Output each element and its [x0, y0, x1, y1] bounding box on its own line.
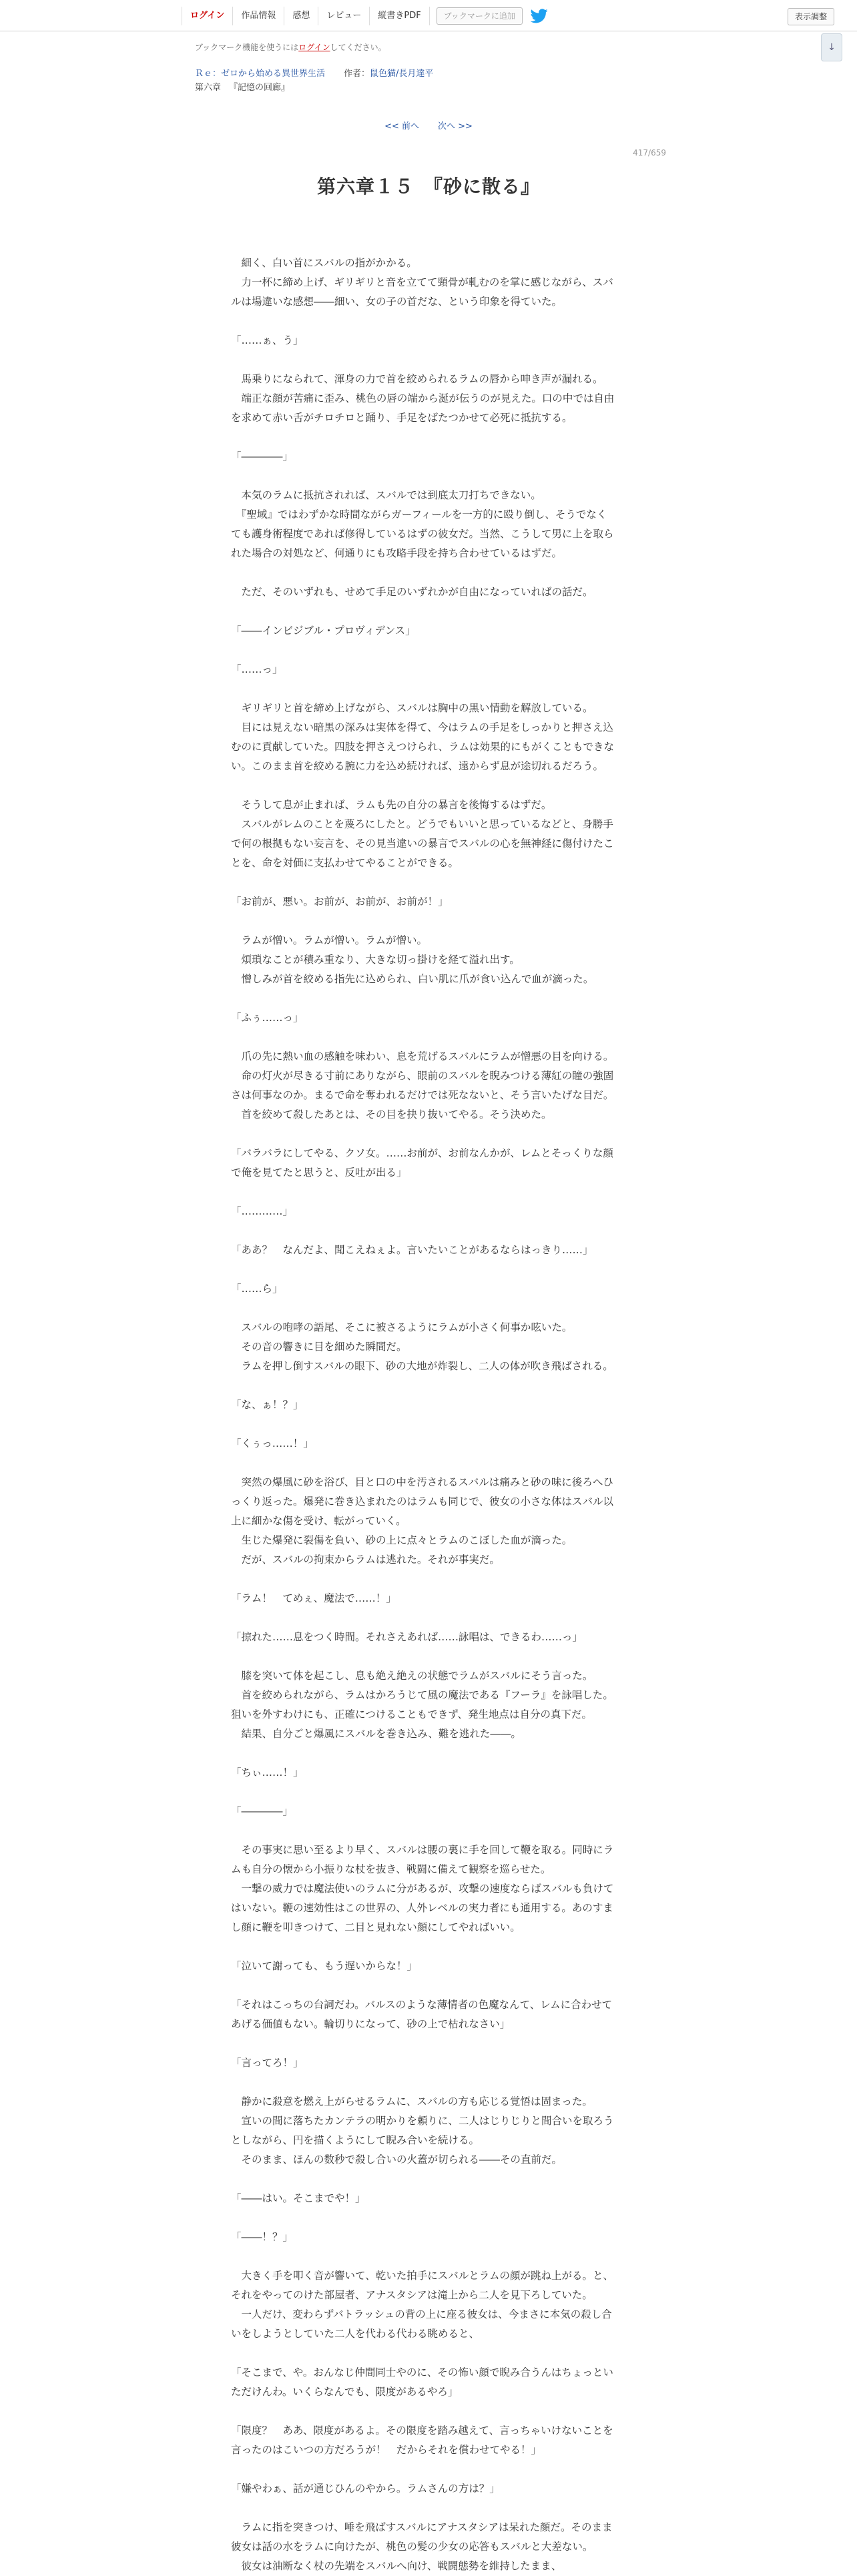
body-line: 馬乗りになられて、渾身の力で首を絞められるラムの唇から呻き声が漏れる。	[231, 373, 603, 385]
blank-line	[231, 776, 631, 795]
body-line: その事実に思い至るより早く、スバルは腰の裏に手を回して鞭を取る。同時にラ	[231, 1844, 614, 1856]
blank-line	[231, 912, 631, 931]
body-line: ラムが憎い。ラムが憎い。ラムが憎い。	[231, 934, 428, 946]
chapter-heading	[195, 80, 290, 93]
body-line: それをやってのけた部屋者、アナスタシアは滝上から二人を見下ろしていた。	[231, 2289, 593, 2301]
body-line: ても護身術程度であれば修得しているはずの彼女だ。当然、こうして男に上を取ら	[231, 528, 614, 540]
body-line: 上に細かな傷を受け、転がっていく。	[231, 1515, 406, 1527]
body-line: 力一杯に締め上げ、ギリギリと音を立てて頸骨が軋むのを掌に感じながら、スバ	[231, 276, 613, 288]
body-line: 「――インビジブル・プロヴィデンス」	[231, 625, 416, 637]
body-line: 「バラバラにしてやる、クソ女。……お前が、お前なんかが、レムとそっくりな顔	[231, 1147, 613, 1159]
blank-line	[231, 1821, 631, 1841]
body-line: 宣いの間に落ちたカンテラの明かりを頼りに、二人はじりじりと間合いを取ろう	[231, 2115, 614, 2127]
body-line: はいない。鞭の速効性はこの世界の、人外レベルの実力者にも通用する。あのすま	[231, 1902, 613, 1914]
body-line: 静かに殺意を燃え上がらせるラムに、スバルの方も応じる覚悟は固まった。	[231, 2096, 593, 2108]
body-line: さは何事なのか。まるで命を奪われるだけでは死なないと、そう言いたげな目だ。	[231, 1089, 614, 1101]
series-title-link[interactable]: Ｒｅ：ゼロから始める異世界生活	[195, 69, 326, 79]
blank-line	[231, 1783, 631, 1802]
body-line: スバルの咆哮の語尾、そこに被さるようにラムが小さく何事か呟いた。	[231, 1321, 573, 1333]
twitter-icon[interactable]	[531, 9, 548, 23]
body-line: 爪の先に熱い血の感触を味わい、息を荒げるスバルにラムが憎悪の目を向ける。	[231, 1050, 614, 1062]
blank-line	[231, 2208, 631, 2228]
work-info-link[interactable]: 作品情報	[233, 7, 284, 25]
body-line: 彼女は油断なく杖の先端をスバルへ向け、戦闘態勢を維持したまま、	[231, 2560, 562, 2572]
body-line: 生じた爆発に裂傷を負い、砂の上に点々とラムのこぼした血が滴った。	[231, 1534, 573, 1546]
review-link[interactable]: レビュー	[318, 7, 370, 25]
page-count: 417/659	[633, 148, 666, 157]
body-line: で俺を見てたと思うと、反吐が出る」	[231, 1167, 407, 1179]
blank-line	[231, 350, 631, 370]
body-line: ラムを押し倒すスバルの眼下、砂の大地が炸裂し、二人の体が吹き飛ばされる。	[231, 1360, 613, 1372]
body-line: 「嫌やわぁ、話が通じひんのやから。ラムさんの方は？」	[231, 2483, 500, 2495]
body-line: 狙いを外すわけにも、正確につけることもできず、発生地点は自分の真下だ。	[231, 1708, 592, 1720]
author-label: 作者：	[344, 69, 370, 79]
blank-line	[231, 2247, 631, 2266]
body-line: いをしようとしていた二人を代わる代わる眺めると、	[231, 2328, 480, 2340]
body-line: 「…………」	[231, 1205, 294, 1217]
bookmark-note-prefix: ブックマーク機能を使うには	[195, 43, 299, 52]
body-line: 「ああ？ なんだよ、聞こえねぇよ。言いたいことがあるならはっきり……」	[231, 1244, 593, 1256]
blank-line	[231, 312, 631, 331]
body-line: 憎しみが首を絞める指先に込められ、白い肌に爪が食い込んで血が滴った。	[231, 973, 594, 985]
body-line: 本気のラムに抵抗されれば、スバルでは到底太刀打ちできない。	[231, 489, 541, 501]
body-line: 結果、自分ごと爆風にスバルを巻き込み、難を逃れた――。	[231, 1728, 521, 1740]
body-line: ギリギリと首を締め上げながら、スバルは胸中の黒い情動を解放している。	[231, 702, 593, 714]
blank-line	[231, 2073, 631, 2092]
blank-line	[231, 2034, 631, 2053]
blank-line	[231, 1376, 631, 1395]
body-line: 「言ってろ！」	[231, 2057, 304, 2069]
body-line: ただけんわ。いくらなんでも、限度があるやろ」	[231, 2386, 459, 2398]
blank-line	[231, 1183, 631, 1202]
body-line: 「それはこっちの台詞だわ。バルスのような薄情者の色魔なんて、レムに合わせて	[231, 1999, 613, 2011]
body-line: 一撃の威力では魔法使いのラムに分があるが、攻撃の速度ならばスバルも負けて	[231, 1883, 614, 1895]
body-line: むのに貢献していた。四肢を押さえつけられ、ラムは効果的にもがくこともできな	[231, 741, 614, 753]
body-line: 「ちぃ……！」	[231, 1766, 304, 1779]
blank-line	[231, 2344, 631, 2363]
body-line: 大きく手を叩く音が響いて、乾いた拍手にスバルとラムの顔が跳ね上がる。と、	[231, 2270, 614, 2282]
body-line: 突然の爆風に砂を浴び、目と口の中を汚されるスバルは痛みと砂の味に後ろへひ	[231, 1476, 613, 1488]
body-line: で何の根拠もない妄言を、その見当違いの暴言でスバルの心を無神経に傷付けたこ	[231, 838, 614, 850]
body-line: 「……ら」	[231, 1283, 283, 1295]
breadcrumb	[195, 66, 433, 79]
body-line: れた場合の対処など、何通りにも攻略手段を持ち合わせているはずだ。	[231, 547, 563, 559]
body-line: そのまま、ほんの数秒で殺し合いの火蓋が切られる――その直前だ。	[231, 2154, 563, 2166]
body-line: スバルがレムのことを蔑ろにしたと。どうでもいいと思っているなどと、身勝手	[231, 818, 613, 830]
body-line: 「な、ぁ！？」	[231, 1399, 304, 1411]
blank-line	[231, 1647, 631, 1666]
body-line: 命の灯火が尽きる寸前にありながら、眼前のスバルを睨みつける薄紅の瞳の強固	[231, 1070, 614, 1082]
body-line: あげる価値もない。輪切りになって、砂の上で枯れなさい」	[231, 2018, 511, 2030]
body-line: 膝を突いて体を起こし、息も絶え絶えの状態でラムがスバルにそう言った。	[231, 1670, 593, 1682]
body-line: 「そこまで、や。おんなじ仲間同士やのに、その怖い顔で睨み合うんはちょっとい	[231, 2366, 613, 2378]
body-line: ラムに指を突きつけ、唾を飛ばすスバルにアナスタシアは呆れた顔だ。そのまま	[231, 2521, 613, 2533]
blank-line	[231, 1028, 631, 1047]
body-line: 端正な顔が苦痛に歪み、桃色の唇の端から涎が伝うのが見えた。口の中では自由	[231, 392, 615, 404]
blank-line	[231, 466, 631, 486]
next-page-link[interactable]: 次へ >>	[438, 121, 473, 131]
body-line: 『聖域』ではわずかな時間ながらガーフィールを一方的に殴り倒し、そうでなく	[231, 509, 607, 521]
body-line: 首を絞めて殺したあとは、その目を抉り抜いてやる。そう決めた。	[231, 1108, 552, 1120]
body-line: そうして息が止まれば、ラムも先の自分の暴言を後悔するはずだ。	[231, 799, 552, 811]
body-line: だが、スバルの拘束からラムは逃れた。それが事実だ。	[231, 1554, 500, 1566]
body-line: 「……っ」	[231, 663, 283, 675]
body-line: 「……ぁ、う」	[231, 334, 304, 346]
body-line: 「――！？」	[231, 2231, 294, 2243]
vertical-pdf-link[interactable]: 縦書きPDF	[370, 7, 429, 25]
body-line: 「お前が、悪い。お前が、お前が、お前が！」	[231, 896, 449, 908]
prev-page-link[interactable]: << 前へ	[384, 121, 419, 131]
blank-line	[231, 679, 631, 699]
login-link[interactable]: ログイン	[182, 7, 233, 25]
body-line: 煩瑣なことが積み重なり、大きな切っ掛けを経て溢れ出す。	[231, 954, 520, 966]
blank-line	[231, 873, 631, 892]
body-line: 言ったのはこいつの方だろうが！ だからそれを償わせてやる！」	[231, 2444, 542, 2456]
body-line: 細く、白い首にスバルの指がかかる。	[231, 257, 417, 269]
author-link[interactable]: 鼠色猫/長月達平	[370, 69, 434, 79]
body-line: 「掠れた……息をつく時間。それさえあれば……詠唱は、できるわ……っ」	[231, 1631, 583, 1643]
blank-line	[231, 1299, 631, 1318]
body-line: 「――――」	[231, 450, 294, 462]
pager	[0, 119, 857, 131]
body-line: ムも自分の懐から小振りな杖を抜き、戦闘に備えて観察を巡らせた。	[231, 1863, 551, 1875]
display-settings-button[interactable]: 表示調整	[788, 8, 834, 25]
blank-line	[231, 428, 631, 447]
chapter-name: 『記憶の回廊』	[229, 83, 290, 93]
body-line: 「ふぅ……っ」	[231, 1012, 304, 1024]
body-line: 目には見えない暗黒の深みは実体を得て、今はラムの手足をしっかりと押さえ込	[231, 721, 614, 733]
blank-line	[231, 2460, 631, 2479]
blank-line	[231, 2170, 631, 2189]
blank-line	[231, 1260, 631, 1279]
body-line: っくり返った。爆発に巻き込まれたのはラムも同じで、彼女の小さな体はスバル以	[231, 1496, 614, 1508]
blank-line	[231, 563, 631, 583]
body-line: 「ラム！ てめぇ、魔法で……！」	[231, 1592, 396, 1604]
body-line: 首を絞められながら、ラムはかろうじて風の魔法である『フーラ』を詠唱した。	[231, 1689, 613, 1701]
blank-line	[231, 1744, 631, 1763]
body-line: とを、命を対価に支払わせてやることができる。	[231, 857, 459, 869]
blank-line	[231, 1937, 631, 1957]
bookmark-login-note	[195, 41, 386, 53]
impressions-link[interactable]: 感想	[284, 7, 318, 25]
body-line: 「限度？ ああ、限度があるよ。その限度を踏み越えて、言っちゃいけないことを	[231, 2425, 613, 2437]
blank-line	[231, 2499, 631, 2518]
blank-line	[231, 1221, 631, 1241]
login-inline-link[interactable]: ログイン	[298, 43, 330, 52]
add-bookmark-button[interactable]: ブックマークに追加	[437, 7, 523, 25]
blank-line	[231, 1608, 631, 1628]
nav-menu	[182, 7, 548, 25]
blank-line	[231, 602, 631, 621]
bookmark-note-suffix: してください。	[330, 43, 386, 52]
body-line: その音の響きに目を細めた瞬間だ。	[231, 1341, 407, 1353]
body-line: 「――はい。そこまでや！」	[231, 2192, 366, 2204]
blank-line	[231, 1976, 631, 1995]
scroll-down-button[interactable]: ↓	[821, 33, 842, 61]
body-line: 一人だけ、変わらずバトラッシュの背の上に座る彼女は、今まさに本気の殺し合	[231, 2308, 612, 2320]
body-line: 彼女は話の水をラムに向けたが、桃色の髪の少女の応答もスバルと大差ない。	[231, 2541, 593, 2553]
body-line: し顔に鞭を叩きつけて、二目と見れない顔にしてやればいい。	[231, 1921, 521, 1933]
body-line: 「泣いて謝っても、もう遅いからな！」	[231, 1960, 418, 1972]
body-line: を求めて赤い舌がチロチロと踊り、手足をばたつかせて必死に抵抗する。	[231, 412, 573, 424]
top-navbar	[0, 0, 857, 31]
chapter-number: 第六章	[195, 83, 222, 93]
body-line: ただ、そのいずれも、せめて手足のいずれかが自由になっていればの話だ。	[231, 586, 593, 598]
body-line: 「――――」	[231, 1805, 294, 1817]
body-line: としながら、円を描くようにして睨み合いを続ける。	[231, 2134, 480, 2146]
blank-line	[231, 641, 631, 660]
novel-body	[231, 254, 631, 2576]
blank-line	[231, 2402, 631, 2421]
body-line: い。このまま首を絞める腕に力を込め続ければ、遠からず息が途切れるだろう。	[231, 760, 604, 772]
blank-line	[231, 1124, 631, 1144]
blank-line	[231, 989, 631, 1008]
body-line: 「くぅっ……！」	[231, 1437, 314, 1450]
blank-line	[231, 1454, 631, 1473]
blank-line	[231, 1415, 631, 1434]
blank-line	[231, 1570, 631, 1589]
episode-title: 第六章１５ 『砂に散る』	[316, 176, 540, 198]
body-line: ルは場違いな感想――細い、女の子の首だな、という印象を得ていた。	[231, 296, 563, 308]
